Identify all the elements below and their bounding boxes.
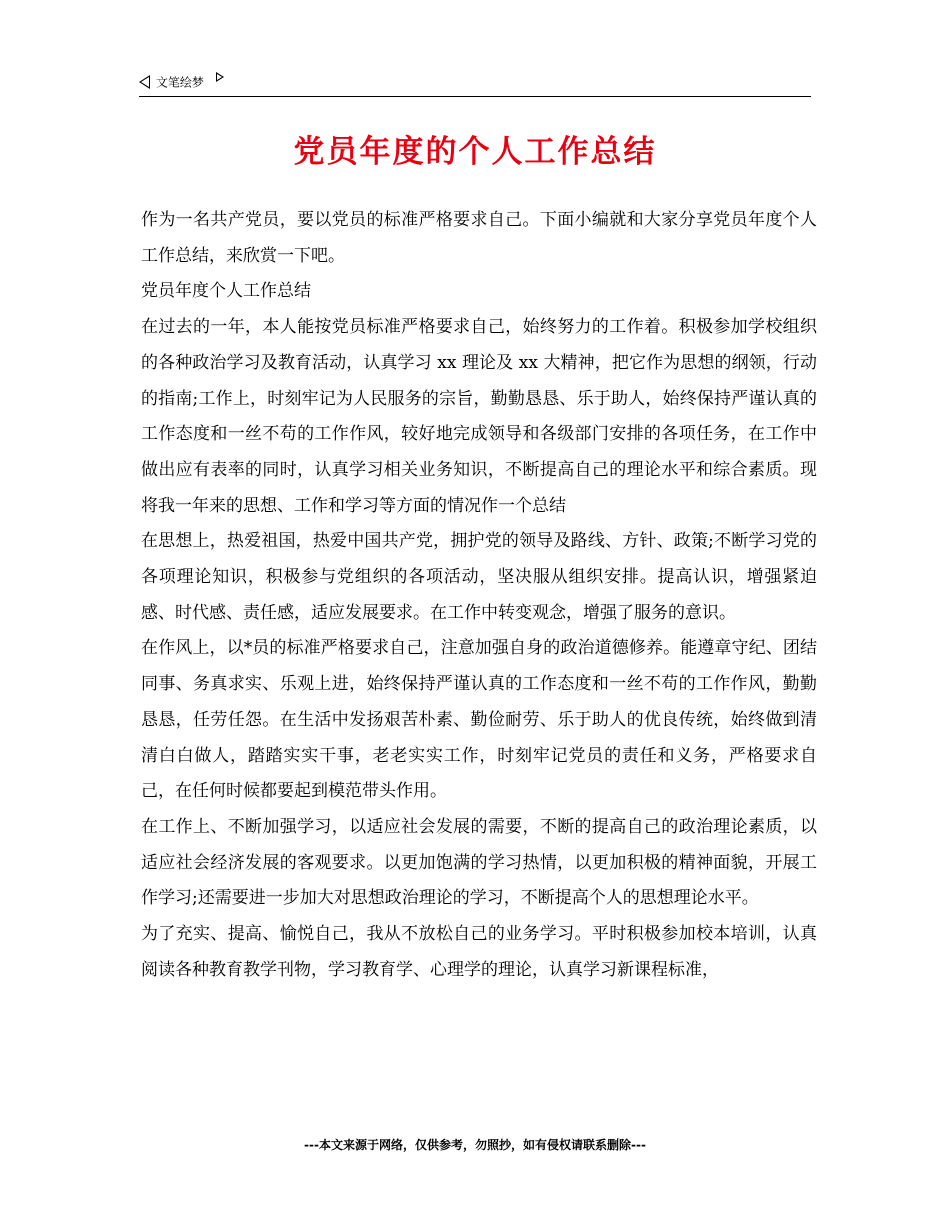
header-brand: 文笔绘梦 xyxy=(155,75,204,90)
footer-disclaimer: ---本文来源于网络，仅供参考，勿照抄，如有侵权请联系删除--- xyxy=(304,1138,646,1152)
document-title: 党员年度的个人工作总结 xyxy=(293,134,657,170)
triangle-left-icon xyxy=(139,75,150,89)
paragraph: 在思想上，热爱祖国，热爱中国共产党，拥护党的领导及路线、方针、政策;不断学习党的各项理论知识，积极参与党组织的各项活动，坚决服从组织安排。提高认识，增强紧迫感、时代感、责任感，适应发展要求。在工作中转变观念，增强了服务的意识。 xyxy=(141,531,817,623)
paragraph: 在过去的一年，本人能按党员标准严格要求自己，始终努力的工作着。积极参加学校组织的各种政治学习及教育活动，认真学习 xx 理论及 xx 大精神，把它作为思想的纲领，行动的指南;工作上，时刻牢记为人民服务的宗旨，勤勤恳恳、乐于助人，始终保持严谨认真的工作态度和一丝不苟的工作作风，较好地完成领导和各级部门安排的各项任务，在工作中做出应有表率的同时，认真学习相关业务知识，不断提高自己的理论水平和综合素质。现将我一年来的思想、工作和学习等方面的情况作一个总结 xyxy=(141,317,817,516)
paragraph: 在作风上，以*员的标准严格要求自己，注意加强自身的政治道德修养。能遵章守纪、团结同事、务真求实、乐观上进，始终保持严谨认真的工作态度和一丝不苟的工作作风，勤勤恳恳，任劳任怨。在生活中发扬艰苦朴素、勤俭耐劳、乐于助人的优良传统，始终做到清清白白做人，踏踏实实干事，老老实实工作，时刻牢记党员的责任和义务，严格要求自己，在任何时候都要起到模范带头作用。 xyxy=(141,638,817,802)
paragraph: 作为一名共产党员，要以党员的标准严格要求自己。下面小编就和大家分享党员年度个人工作总结，来欣赏一下吧。 xyxy=(141,210,817,266)
paragraph: 为了充实、提高、愉悦自己，我从不放松自己的业务学习。平时积极参加校本培训，认真阅读各种教育教学刊物，学习教育学、心理学的理论，认真学习新课程标准， xyxy=(141,924,817,980)
paragraph: 在工作上、不断加强学习，以适应社会发展的需要，不断的提高自己的政治理论素质，以适应社会经济发展的客观要求。以更加饱满的学习热情，以更加积极的精神面貌，开展工作学习;还需要进一步加大对思想政治理论的学习，不断提高个人的思想理论水平。 xyxy=(141,816,817,909)
document-body xyxy=(141,203,817,988)
document-header xyxy=(139,72,811,97)
section-heading: 党员年度个人工作总结 xyxy=(141,281,311,302)
triangle-right-icon xyxy=(216,72,224,82)
